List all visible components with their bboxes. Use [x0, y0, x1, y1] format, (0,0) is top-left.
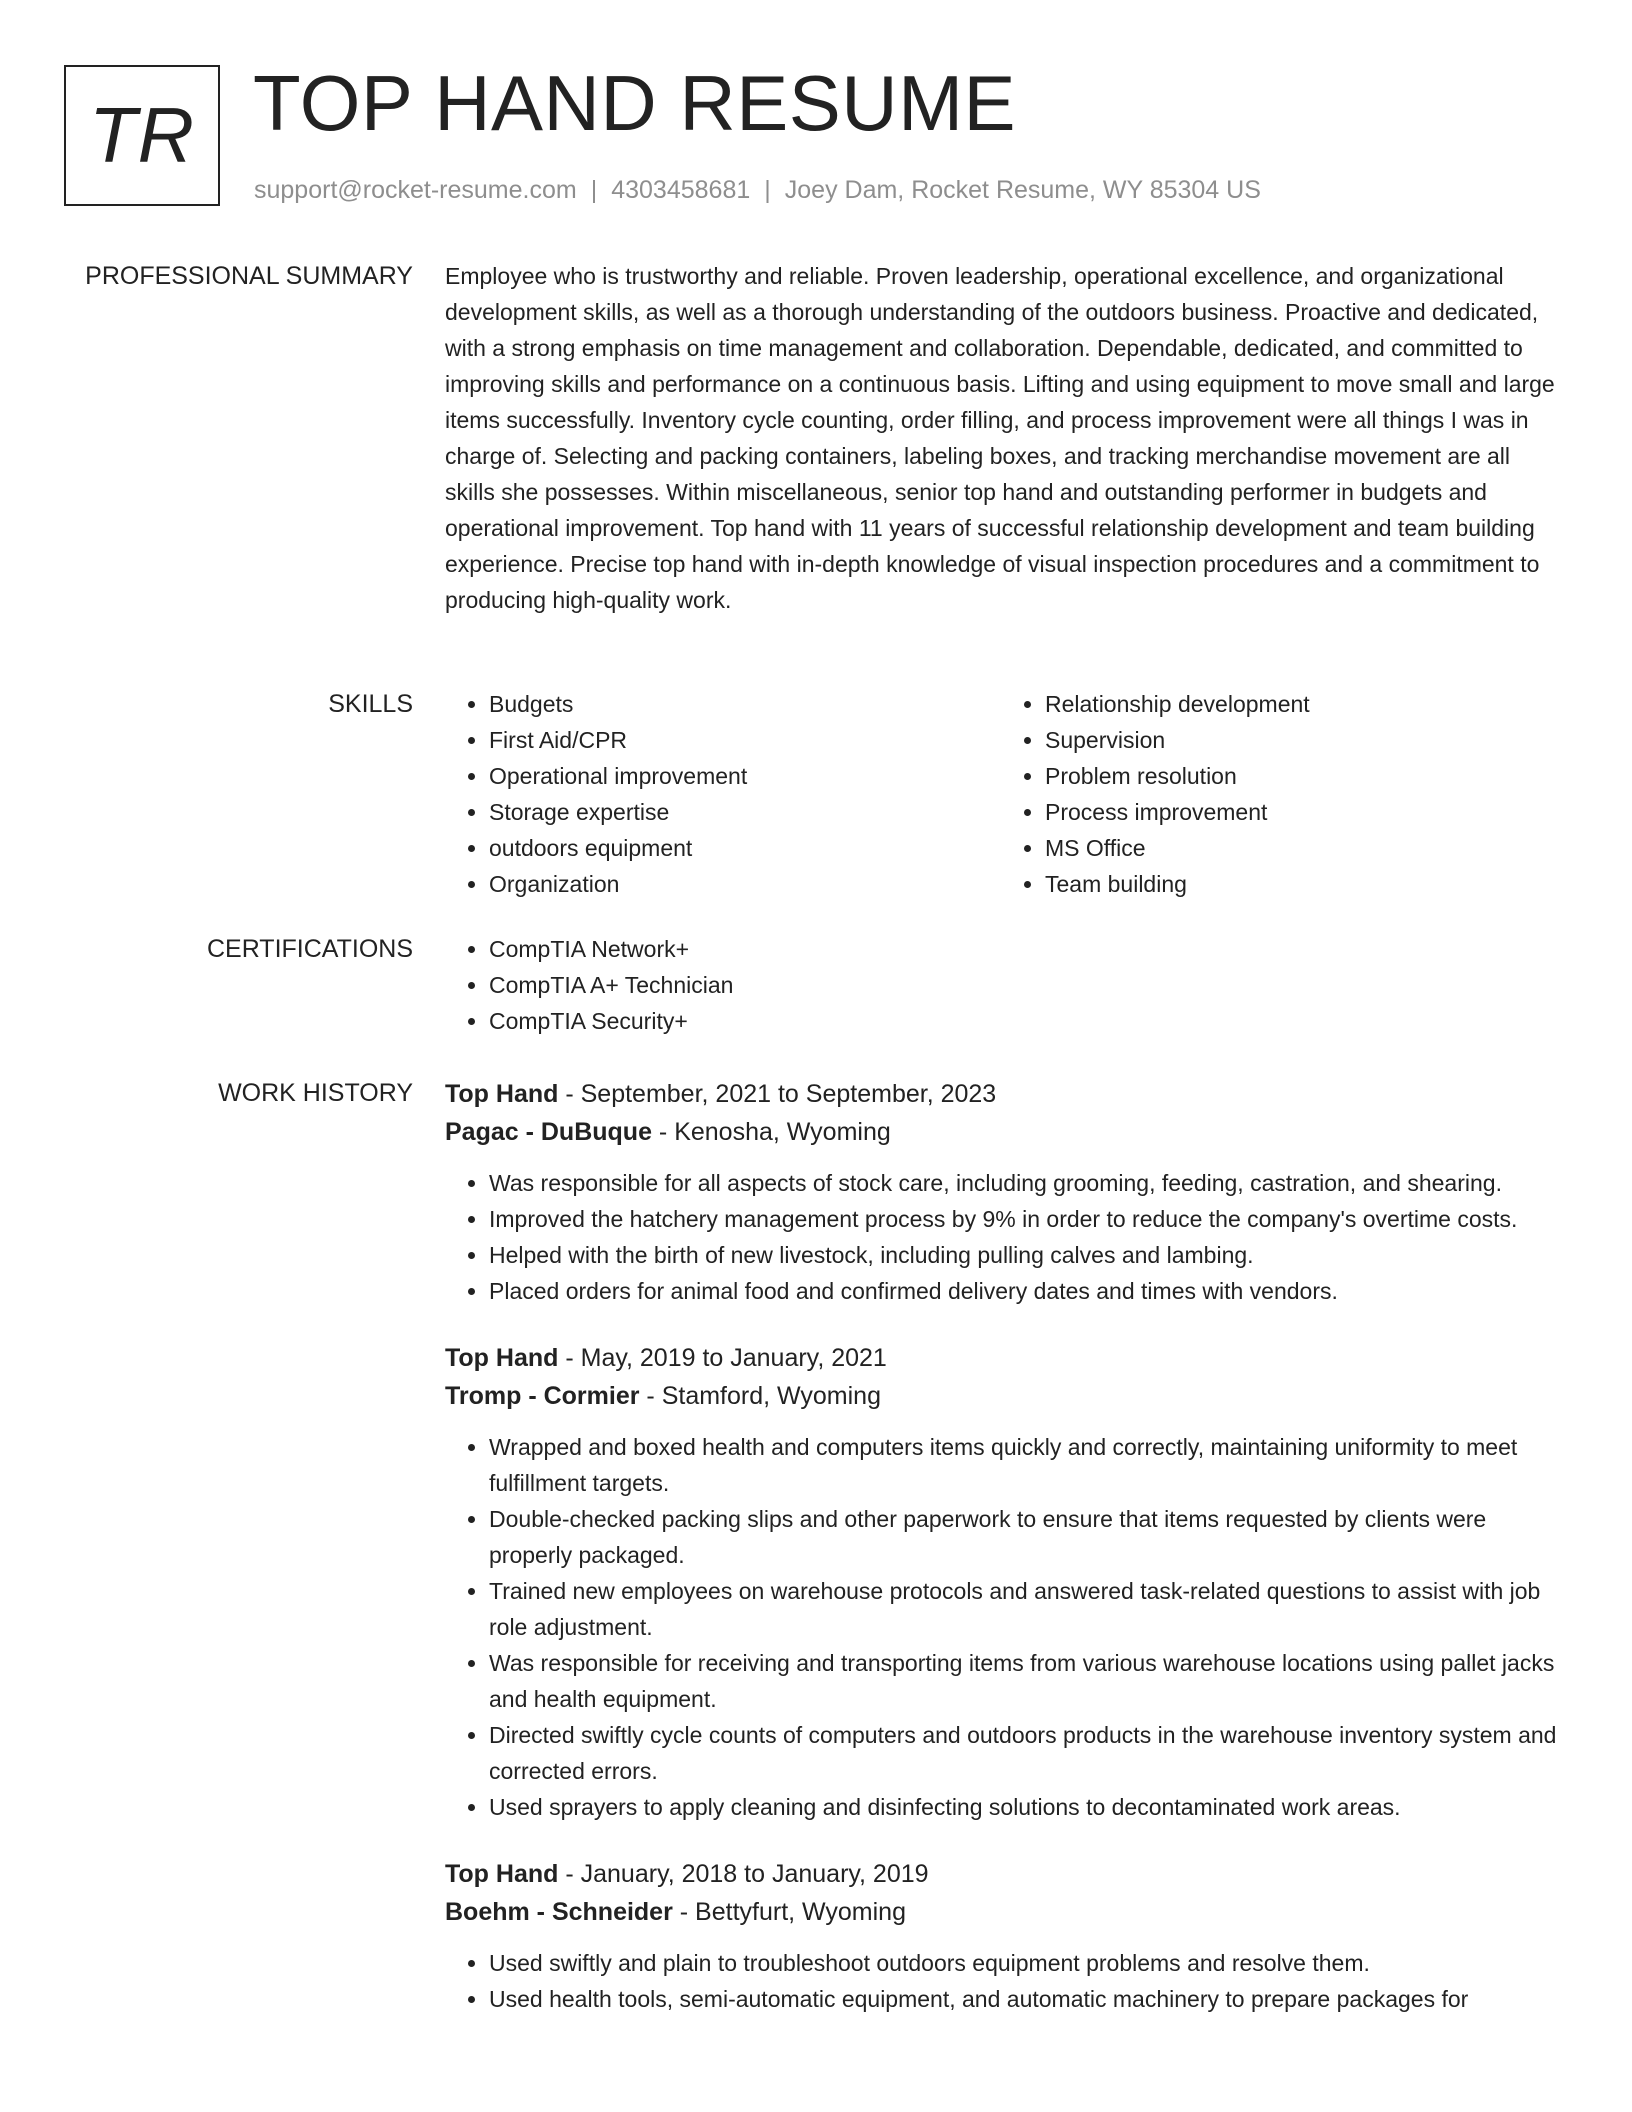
job-company: Pagac - DuBuque — [445, 1118, 652, 1146]
certifications-body — [445, 931, 1557, 1039]
job-title: Top Hand — [445, 1860, 559, 1888]
section-label-certifications: CERTIFICATIONS — [206, 935, 413, 963]
skill-item: • Problem resolution — [1045, 758, 1557, 794]
job-entry — [445, 1075, 1557, 1309]
job-title-line — [445, 1339, 1557, 1377]
skill-item: • Process improvement — [1045, 794, 1557, 830]
job-dates: - January, 2018 to January, 2019 — [558, 1860, 929, 1888]
skill-item: • Operational improvement — [489, 758, 1001, 794]
skill-item: • Team building — [1045, 866, 1557, 902]
section-label-work-history: WORK HISTORY — [218, 1079, 413, 1107]
certification-item: • CompTIA Network+ — [489, 931, 1557, 967]
job-location: - Kenosha, Wyoming — [651, 1118, 891, 1146]
skill-item: • Supervision — [1045, 722, 1557, 758]
skill-item: • Organization — [489, 866, 1001, 902]
contact-separator: | — [764, 176, 771, 204]
job-title-line — [445, 1855, 1557, 1893]
job-bullets — [445, 1165, 1557, 1309]
job-bullet: • Double-checked packing slips and other paperwork to ensure that items requested by clients were properly packaged. — [489, 1501, 1557, 1573]
job-bullet: • Helped with the birth of new livestock, including pulling calves and lambing. — [489, 1237, 1557, 1273]
resume-name: TOP HAND RESUME — [253, 59, 1017, 147]
job-title: Top Hand — [445, 1344, 559, 1372]
job-title-line — [445, 1075, 1557, 1113]
summary-text: Employee who is trustworthy and reliable. Proven leadership, operational excellence, and organizational development skills, as well as a thorough understanding of the outdoors business. Proactive and dedicated, with a strong emphasis on time management and collaboration. Dependable, dedicated, and committed to improving skills and performance on a continuous basis. Lifting and using equipment to move small and large items successfully. Inventory cycle counting, order filling, and process improvement were all things I was in charge of. Selecting and packing containers, labeling boxes, and tracking merchandise movement are all skills she possesses. Within miscellaneous, senior top hand and outstanding performer in budgets and operational improvement. Top hand with 11 years of successful relationship development and team building experience. Precise top hand with in-depth knowledge of visual inspection procedures and a commitment to producing high-quality work. — [445, 263, 1555, 613]
skill-item: • outdoors equipment — [489, 830, 1001, 866]
job-company-line — [445, 1113, 1557, 1151]
job-dates: - May, 2019 to January, 2021 — [558, 1344, 887, 1372]
job-bullets — [445, 1429, 1557, 1825]
job-company: Tromp - Cormier — [445, 1382, 640, 1410]
job-entry — [445, 1339, 1557, 1825]
job-bullet: • Used sprayers to apply cleaning and disinfecting solutions to decontaminated work areas. — [489, 1789, 1557, 1825]
job-company-line — [445, 1377, 1557, 1415]
certification-item: • CompTIA A+ Technician — [489, 967, 1557, 1003]
monogram-logo: TR — [64, 65, 220, 206]
job-dates: - September, 2021 to September, 2023 — [558, 1080, 997, 1108]
job-title: Top Hand — [445, 1080, 559, 1108]
contact-address: Joey Dam, Rocket Resume, WY 85304 US — [784, 176, 1261, 204]
work-history-body — [445, 1075, 1557, 2047]
skills-columns — [445, 686, 1557, 902]
skills-list-right — [1001, 686, 1557, 902]
job-location: - Stamford, Wyoming — [639, 1382, 881, 1410]
skill-item: • MS Office — [1045, 830, 1557, 866]
job-entry — [445, 1855, 1557, 2017]
contact-phone[interactable]: 4303458681 — [611, 176, 751, 204]
job-bullet: • Was responsible for receiving and transporting items from various warehouse locations using pallet jacks and health equipment. — [489, 1645, 1557, 1717]
skill-item: • Relationship development — [1045, 686, 1557, 722]
job-company: Boehm - Schneider — [445, 1898, 673, 1926]
job-bullet: • Wrapped and boxed health and computers items quickly and correctly, maintaining uniformity to meet fulfillment targets. — [489, 1429, 1557, 1501]
section-label-skills: SKILLS — [328, 690, 413, 718]
job-bullet: • Trained new employees on warehouse protocols and answered task-related questions to assist with job role adjustment. — [489, 1573, 1557, 1645]
certifications-list — [445, 931, 1557, 1039]
skills-list-left — [445, 686, 1001, 902]
job-bullet: • Used swiftly and plain to troubleshoot outdoors equipment problems and resolve them. — [489, 1945, 1557, 1981]
job-bullet: • Directed swiftly cycle counts of computers and outdoors products in the warehouse inventory system and corrected errors. — [489, 1717, 1557, 1789]
job-bullet: • Was responsible for all aspects of stock care, including grooming, feeding, castration, and shearing. — [489, 1165, 1557, 1201]
job-bullet: • Placed orders for animal food and confirmed delivery dates and times with vendors. — [489, 1273, 1557, 1309]
job-bullet: • Used health tools, semi-automatic equipment, and automatic machinery to prepare packages for — [489, 1981, 1557, 2017]
contact-line — [254, 172, 1261, 208]
job-bullet: • Improved the hatchery management process by 9% in order to reduce the company's overtime costs. — [489, 1201, 1557, 1237]
section-label-summary: PROFESSIONAL SUMMARY — [85, 262, 413, 290]
contact-separator: | — [590, 176, 598, 204]
skill-item: • Budgets — [489, 686, 1001, 722]
job-company-line — [445, 1893, 1557, 1931]
certification-item: • CompTIA Security+ — [489, 1003, 1557, 1039]
skill-item: • First Aid/CPR — [489, 722, 1001, 758]
skill-item: • Storage expertise — [489, 794, 1001, 830]
job-bullets — [445, 1945, 1557, 2017]
contact-email[interactable]: support@rocket-resume.com — [254, 176, 577, 204]
job-location: - Bettyfurt, Wyoming — [672, 1898, 906, 1926]
